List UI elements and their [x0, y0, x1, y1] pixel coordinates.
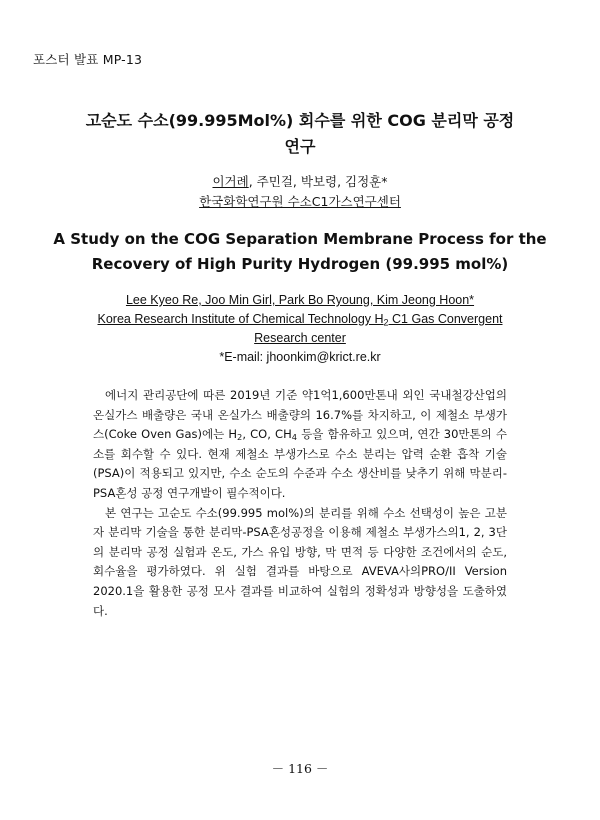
h2-subscript: 2 [237, 432, 243, 443]
ch4-subscript: 4 [291, 432, 298, 443]
abstract-paragraph-1 [93, 386, 507, 504]
paragraph-1-text-b: , CO, CH [242, 427, 292, 442]
english-affiliation-line-2: Research center [254, 331, 346, 345]
abstract-body [93, 386, 507, 621]
korean-title [0, 108, 600, 160]
korean-author-block [0, 172, 600, 212]
page-number: － 116 － [271, 761, 329, 776]
english-title-line-2: Recovery of High Purity Hydrogen (99.995 mol%) [91, 255, 509, 273]
english-title-line-1: A Study on the COG Separation Membrane Process for the [53, 230, 547, 248]
korean-coauthors: , 주민걸, 박보령, 김정훈* [248, 174, 388, 189]
abstract-paragraph-2: 본 연구는 고순도 수소(99.995 mol%)의 분리를 위해 수소 선택성이 높은 고분자 분리막 기술을 통한 분리막-PSA혼성공정을 이용해 제철소 부생가스의1, 2, 3단의 분리막 공정 실험과 온도, 가스 유입 방향, 막 면적 등 다양한 조건에서의 순도, 회수율을 평가하였다. 위 실험 결과를 바탕으로 AVEVA사의PRO/II Version 2020.1을 활용한 공정 모사 결과를 비교하여 실험의 정확성과 방향성을 도출하였다. [93, 505, 507, 618]
korean-title-line-1: 고순도 수소(99.995Mol%) 회수를 위한 COG 분리막 공정 [85, 111, 515, 130]
korean-authors [0, 172, 600, 192]
korean-title-line-2: 연구 [284, 137, 316, 156]
english-affiliation-text: Korea Research Institute of Chemical Technology H [97, 312, 384, 326]
korean-affiliation: 한국화학연구원 수소C1가스연구센터 [199, 194, 401, 209]
english-affiliation-line-1 [70, 310, 530, 329]
corresponding-email: *E-mail: jhoonkim@krict.re.kr [219, 350, 381, 364]
korean-presenting-author: 이거례 [212, 174, 249, 189]
session-label: 포스터 발표 MP-13 [33, 52, 143, 67]
english-authors: Lee Kyeo Re, Joo Min Girl, Park Bo Ryoung, Kim Jeong Hoon* [125, 293, 475, 307]
paragraph-1-text-c: 등을 함유하고 있으며, 연간 30만톤의 수소를 회수할 수 있다. 현재 제철소 부생가스로 수소 분리는 압력 순환 흡착 기술(PSA)이 적용되고 있지만, 수소 순도의 수준과 수소 생산비를 낮추기 위해 막분리-PSA혼성 공정 연구개발이 필수적이다. [93, 427, 507, 500]
english-title [30, 227, 570, 277]
paragraph-1-text-a: 에너지 관리공단에 따른 2019년 기준 약1억1,600만톤내 외인 국내철강산업의 온실가스 배출량은 국내 온실가스 배출량의 16.7%를 차지하고, 이 제철소 부생가스(Coke Oven Gas)에는 H [93, 388, 507, 442]
h2-subscript: 2 [383, 317, 389, 328]
english-author-block [70, 291, 530, 367]
english-affiliation-text-cont: C1 Gas Convergent [388, 312, 503, 326]
